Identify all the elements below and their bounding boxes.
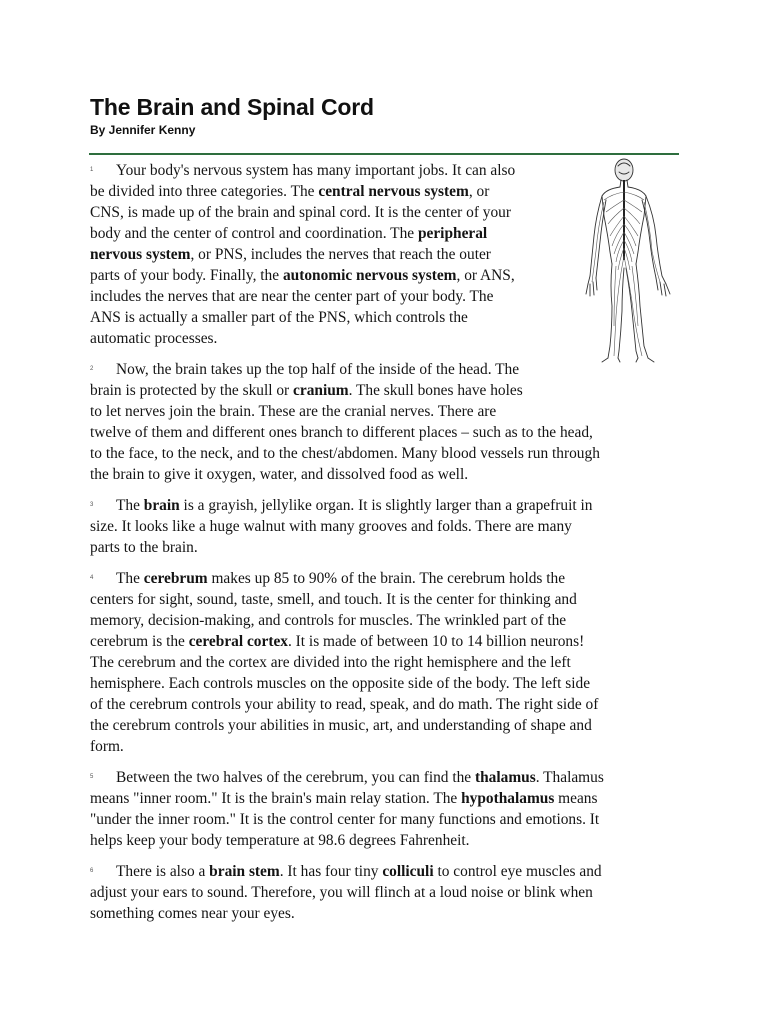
text-run: . The skull bones have holes [348,382,523,399]
text-run: form. [90,738,124,755]
text-line [90,181,582,202]
text-line [90,202,582,223]
paragraph [90,495,676,558]
text-run: makes up 85 to 90% of the brain. The cerebrum holds the [207,570,566,587]
text-line [90,244,582,265]
paragraph-number: 4 [90,575,94,581]
text-run: . Thalamus [535,769,604,786]
text-run: Now, the brain takes up the top half of the inside of the head. The [116,361,520,378]
text-run: the brain to give it oxygen, water, and dissolved food as well. [90,466,469,483]
text-line [90,631,676,652]
text-line [90,652,676,673]
text-run: memory, decision-making, and controls for muscles. The wrinkled part of the [90,612,567,629]
text-run: to the face, to the neck, and to the chest/abdomen. Many blood vessels run through [90,445,600,462]
text-run: means [554,790,598,807]
text-line [90,265,582,286]
text-run: . It is made of between 10 to 14 billion neurons! [287,633,585,650]
text-run: The cerebrum and the cortex are divided into the right hemisphere and the left [90,654,571,671]
key-term: peripheral [417,225,488,242]
text-run: The [116,570,144,587]
text-run: CNS, is made up of the brain and spinal cord. It is the center of your [90,204,512,221]
article-body [90,160,676,934]
text-line [90,359,582,380]
key-term: brain [143,497,180,514]
text-line [90,443,600,464]
key-term: cerebral cortex [188,633,288,650]
paragraph-number: 6 [90,868,94,874]
paragraph-number: 3 [90,502,94,508]
text-run: includes the nerves that are near the center part of your body. The [90,288,494,305]
text-line [90,830,676,851]
key-term: colliculi [382,863,434,880]
text-line [90,610,676,631]
text-line [90,882,676,903]
text-line [90,568,676,589]
text-run: Between the two halves of the cerebrum, you can find the [116,769,475,786]
text-run: parts of your body. Finally, the [90,267,283,284]
text-run: centers for sight, sound, taste, smell, and touch. It is the center for thinking and [90,591,577,608]
text-line [90,223,582,244]
text-line [90,464,582,485]
text-line [90,694,676,715]
text-run: The [116,497,144,514]
paragraph [90,160,582,349]
key-term: brain stem [209,863,280,880]
text-line [90,307,582,328]
text-line [90,401,582,422]
text-line [90,422,593,443]
text-run: the cerebrum controls your abilities in music, art, and understanding of shape and [90,717,592,734]
paragraph-number: 1 [90,167,94,173]
paragraph-number: 2 [90,366,94,372]
text-line [90,516,676,537]
text-line [90,160,582,181]
text-run: brain is protected by the skull or [90,382,294,399]
text-line [90,286,582,307]
text-line [90,767,676,788]
header-divider [89,153,679,155]
key-term: nervous system [90,246,191,263]
text-run: . It has four tiny [279,863,383,880]
text-run: , or PNS, includes the nerves that reach the outer [190,246,491,263]
text-run: There is also a [116,863,210,880]
key-term: autonomic nervous system [282,267,457,284]
text-run: parts to the brain. [90,539,198,556]
text-line [90,903,676,924]
text-run: to let nerves join the brain. These are the cranial nerves. There are [90,403,497,420]
text-run: Your body's nervous system has many important jobs. It can also [116,162,516,179]
text-line [90,495,676,516]
text-run: ANS is actually a smaller part of the PNS, which controls the [90,309,468,326]
text-run: adjust your ears to sound. Therefore, you will flinch at a loud noise or blink when [90,884,593,901]
text-line [90,589,676,610]
text-run: something comes near your eyes. [90,905,295,922]
text-line [90,328,582,349]
paragraph [90,861,676,924]
key-term: central nervous system [318,183,469,200]
text-run: , or [468,183,490,200]
key-term: thalamus [475,769,536,786]
key-term: cerebrum [143,570,208,587]
text-run: twelve of them and different ones branch to different places – such as to the head, [90,424,593,441]
text-run: body and the center of control and coordination. The [90,225,418,242]
author-byline: By Jennifer Kenny [90,123,196,137]
text-line [90,861,676,882]
text-run: automatic processes. [90,330,218,347]
key-term: cranium [293,382,349,399]
text-run: , or ANS, [456,267,515,284]
text-line [90,673,676,694]
paragraph [90,767,676,851]
document-title: The Brain and Spinal Cord [90,94,374,120]
text-run: means "inner room." It is the brain's main relay station. The [90,790,462,807]
text-run: cerebrum is the [90,633,189,650]
text-run: "under the inner room." It is the control center for many functions and emotions. It [90,811,600,828]
text-run: of the cerebrum controls your ability to read, speak, and do math. The right side of [90,696,599,713]
text-line [90,736,676,757]
key-term: hypothalamus [461,790,555,807]
text-run: be divided into three categories. The [90,183,319,200]
text-line [90,380,582,401]
paragraph [90,568,676,757]
text-line [90,715,676,736]
paragraph [90,359,600,485]
paragraph-number: 5 [90,774,94,780]
text-run: helps keep your body temperature at 98.6 degrees Fahrenheit. [90,832,470,849]
text-run: to control eye muscles and [433,863,602,880]
text-line [90,809,676,830]
text-run: hemisphere. Each controls muscles on the opposite side of the body. The left side [90,675,591,692]
text-line [90,788,676,809]
text-line [90,537,676,558]
text-run: is a grayish, jellylike organ. It is slightly larger than a grapefruit in [179,497,593,514]
text-run: size. It looks like a huge walnut with many grooves and folds. There are many [90,518,572,535]
